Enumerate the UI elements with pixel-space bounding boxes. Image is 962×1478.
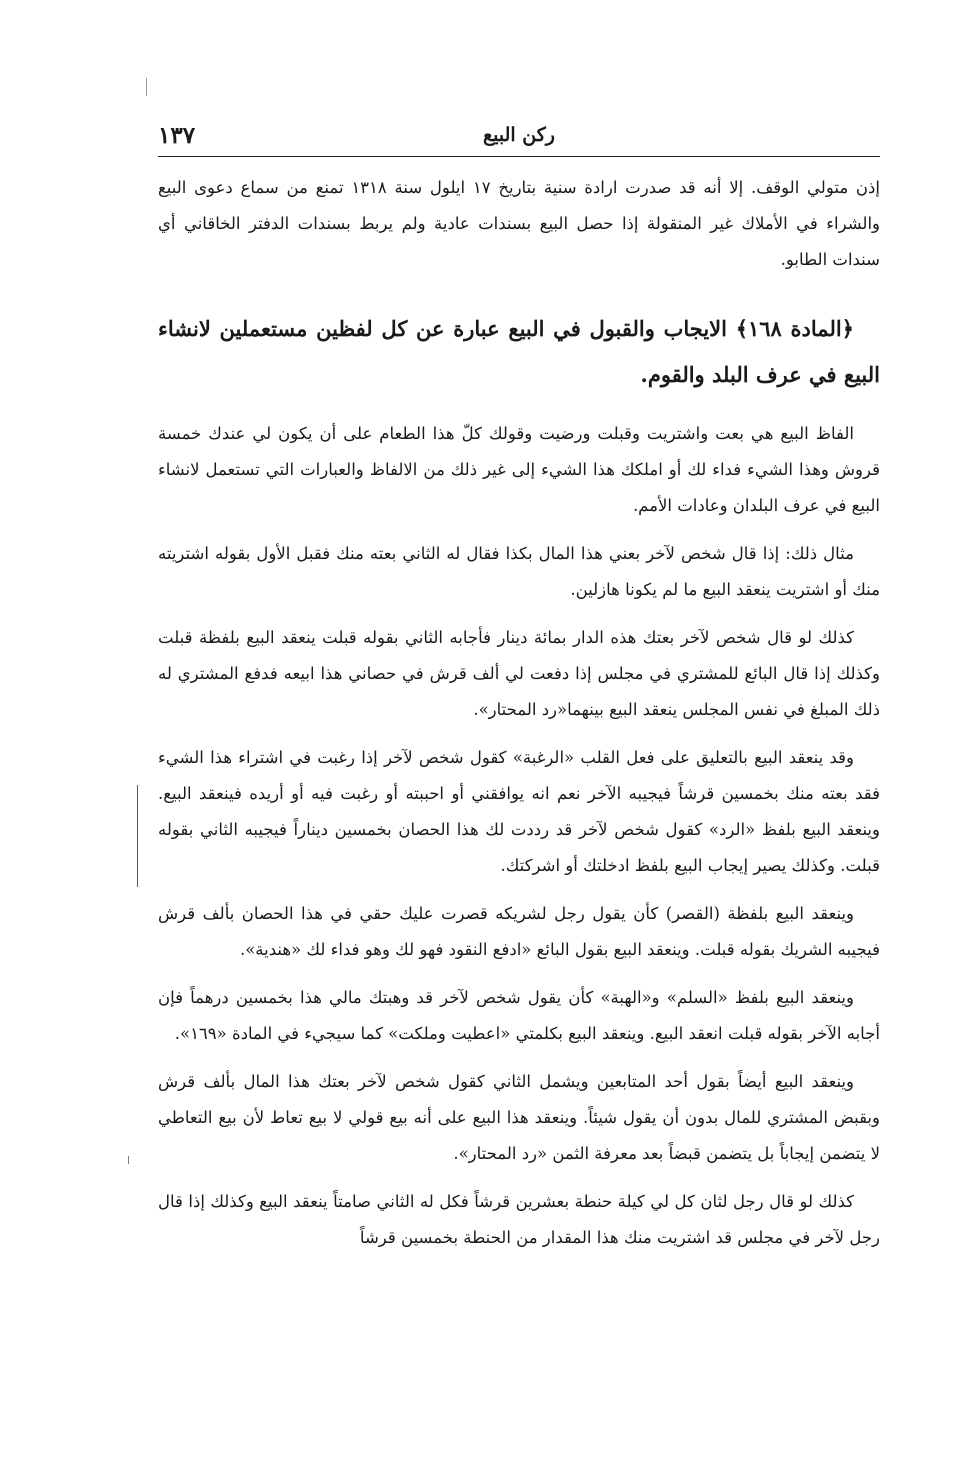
body-paragraph: وينعقد البيع بلفظ «السلم» و«الهبة» كأن يقول شخص لآخر قد وهبتك مالي هذا بخمسين درهماً فإن أجابه الآخر بقوله قبلت انعقد البيع. وينعقد البيع بكلمتي «اعطيت وملكت» كما سيجيء في المادة «١٦٩». [158, 988, 880, 1043]
page-header [158, 112, 880, 157]
margin-mark [128, 1156, 129, 1164]
page-body [158, 170, 880, 1268]
margin-mark [137, 785, 138, 887]
body-paragraph: الفاظ البيع هي بعت واشتريت وقبلت ورضيت وقولك كلّ هذا الطعام على أن يكون لي عندك خمسة قروش وهذا الشيء فداء لك أو املكك هذا الشيء إلى غير ذلك من الالفاظ والعبارات التي تستعمل لانشاء البيع في عرف البلدان وعادات الأمم. [158, 424, 880, 515]
body-paragraph: وينعقد البيع بلفظة (القصر) كأن يقول رجل لشريكه قصرت عليك حقي في هذا الحصان بألف قرش فيجيبه الشريك بقوله قبلت. وينعقد البيع بقول البائع «ادفع النقود فهو لك وهو فداء لك «هندية». [158, 904, 880, 959]
body-paragraph: وينعقد البيع أيضاً بقول أحد المتابعين ويشمل الثاني كقول شخص لآخر بعتك هذا المال بألف قرش وبقبض المشتري للمال بدون أن يقول شيئاً. وينعقد هذا البيع على أنه بيع قولي لا بيع تعاط لأن بيع التعاطي لا يتضمن إيجاباً بل يتضمن قبضاً بعد معرفة الثمن «رد المحتار». [158, 1072, 880, 1163]
body-paragraph: وقد ينعقد البيع بالتعليق على فعل القلب «الرغبة» كقول شخص لآخر إذا رغبت في اشتراء هذا الشيء فقد بعته منك بخمسين قرشاً فيجيبه الآخر نعم انه يوافقني أو احببته أو رغبت فيه أو أريده فينعقد البيع. وينعقد البيع بلفظ «الرد» كقول شخص لآخر قد رددت لك هذا الحصان بخمسين ديناراً فيجيبه الثاني بقوله قبلت. وكذلك يصير إيجاب البيع بلفظ ادخلتك أو اشركتك. [158, 748, 880, 875]
body-paragraph: مثال ذلك: إذا قال شخص لآخر بعني هذا المال بكذا فقال له الثاني بعته منك فقبل الأول بقوله اشتريته منك أو اشتريت ينعقد البيع ما لم يكونا هازلين. [158, 544, 880, 599]
margin-mark [146, 78, 147, 96]
page-number: ١٣٧ [158, 122, 196, 149]
body-paragraph: كذلك لو قال رجل لثان كل لي كيلة حنطة بعشرين قرشاً فكل له الثاني صامتاً ينعقد البيع وكذلك إذا قال رجل لآخر في مجلس قد اشتريت منك هذا المقدار من الحنطة بخمسين قرشاً [158, 1192, 880, 1247]
intro-paragraph: إذن متولي الوقف. إلا أنه قد صدرت ارادة سنية بتاريخ ١٧ ايلول سنة ١٣١٨ تمنع من سماع دعوى البيع والشراء في الأملاك غير المنقولة إذا حصل البيع بسندات عادية ولم يربط بسندات الدفتر الخاقاني أي سندات الطابو. [158, 178, 880, 269]
body-paragraph: كذلك لو قال شخص لآخر بعتك هذه الدار بمائة دينار فأجابه الثاني بقوله قبلت ينعقد البيع بلفظة قبلت وكذلك إذا قال البائع للمشتري في مجلس إذا دفعت لي ألف قرش في حصاني هذا ابيعه فدفع المشتري له ذلك المبلغ في نفس المجلس ينعقد البيع بينهما«رد المحتار». [158, 628, 880, 719]
article-heading: ﴿المادة ١٦٨﴾ الايجاب والقبول في البيع عبارة عن كل لفظين مستعملين لانشاء البيع في عرف البلد والقوم. [158, 316, 880, 387]
running-title: ركن البيع [483, 124, 555, 146]
